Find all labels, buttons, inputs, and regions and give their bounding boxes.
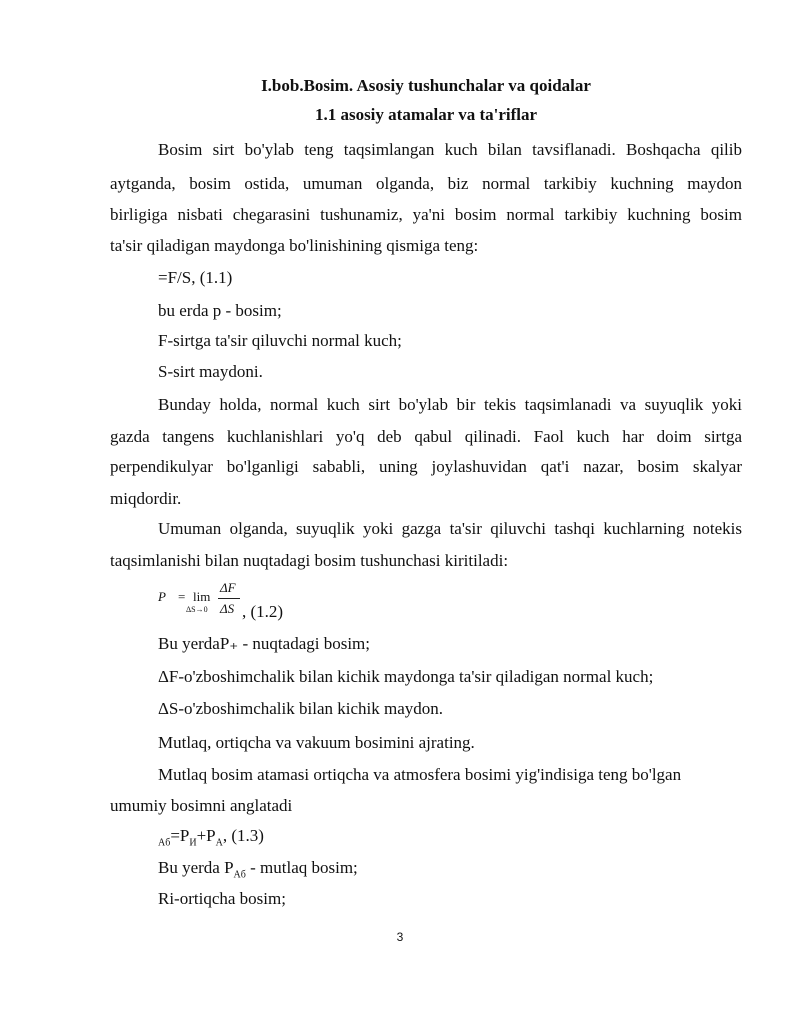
paragraph-line: umumiy bosimni anglatadi: [110, 796, 293, 815]
formula-3: [158, 826, 264, 853]
def3-pre: Bu yerda P: [158, 858, 234, 877]
formula-3-number: , (1.3): [222, 826, 264, 845]
definition-line: ΔS-o'zboshimchalik bilan kichik maydon.: [158, 699, 444, 718]
page-number: 3: [396, 930, 404, 944]
fraction-bar: [218, 598, 240, 599]
formula-denominator: ΔS: [220, 601, 235, 616]
formula-3-part-d: +P: [196, 826, 216, 845]
paragraph-line: aytganda, bosim ostida, umuman olganda, biz normal tarkibiy kuchning maydon: [110, 174, 742, 193]
formula-numerator: ΔF: [220, 580, 236, 595]
formula-lim: lim: [193, 589, 211, 604]
formula-3-sub-a: Aб: [158, 837, 171, 849]
paragraph-line: birligiga nisbati chegarasini tushunamiz, ya'ni bosim normal tarkibiy kuchning bosim: [110, 205, 742, 224]
paragraph-line: ta'sir qiladigan maydonga bo'linishining qismiga teng:: [110, 236, 479, 255]
definition-line: ΔF-o'zboshimchalik bilan kichik maydonga ta'sir qiladigan normal kuch;: [158, 667, 654, 686]
paragraph-line: gazda tangens kuchlanishlari yo'q deb qabul qilinadi. Faol kuch har doim sirtga: [110, 427, 742, 446]
chapter-title: I.bob.Bosim. Asosiy tushunchalar va qoidalar: [261, 76, 591, 95]
definition-line: S-sirt maydoni.: [158, 362, 263, 381]
definition-line: Mutlaq, ortiqcha va vakuum bosimini ajrating.: [158, 733, 475, 752]
formula-2-number: , (1.2): [242, 602, 284, 621]
paragraph-line: Umuman olganda, suyuqlik yoki gazga ta'sir qiluvchi tashqi kuchlarning notekis: [158, 519, 742, 538]
paragraph-line: Mutlaq bosim atamasi ortiqcha va atmosfera bosimi yig'indisiga teng bo'lgan: [158, 765, 682, 784]
def3-post: - mutlaq bosim;: [245, 858, 358, 877]
def3-sub: Aб: [233, 869, 246, 881]
paragraph-line: perpendikulyar bo'lganligi sababli, uning joylashuvidan qat'i nazar, bosim skalyar: [110, 457, 742, 476]
formula-3-sub-c: И: [189, 837, 197, 849]
formula-3-sub-e: A: [215, 837, 223, 849]
definition-line: bu erda p - bosim;: [158, 301, 282, 320]
section-title: 1.1 asosiy atamalar va ta'riflar: [314, 105, 538, 124]
formula-3-part-b: =P: [170, 826, 190, 845]
definition-line: Ri-ortiqcha bosim;: [158, 889, 286, 908]
formula-lim-subscript: ΔS→0: [186, 605, 208, 614]
definition-line: Bu yerdaP₊ - nuqtadagi bosim;: [158, 634, 371, 653]
definition-line: [158, 858, 358, 885]
paragraph-line: Bosim sirt bo'ylab teng taqsimlangan kuch bilan tavsiflanadi. Boshqacha qilib: [158, 140, 742, 159]
paragraph-line: Bunday holda, normal kuch sirt bo'ylab bir tekis taqsimlanadi va suyuqlik yoki: [158, 395, 742, 414]
formula-1: =F/S, (1.1): [158, 268, 233, 287]
limit-formula: [158, 580, 308, 620]
formula-p: P: [158, 589, 166, 604]
paragraph-line: taqsimlanishi bilan nuqtadagi bosim tushunchasi kiritiladi:: [110, 551, 509, 570]
formula-eq: =: [178, 589, 186, 604]
paragraph-line: miqdordir.: [110, 489, 182, 508]
definition-line: F-sirtga ta'sir qiluvchi normal kuch;: [158, 331, 402, 350]
